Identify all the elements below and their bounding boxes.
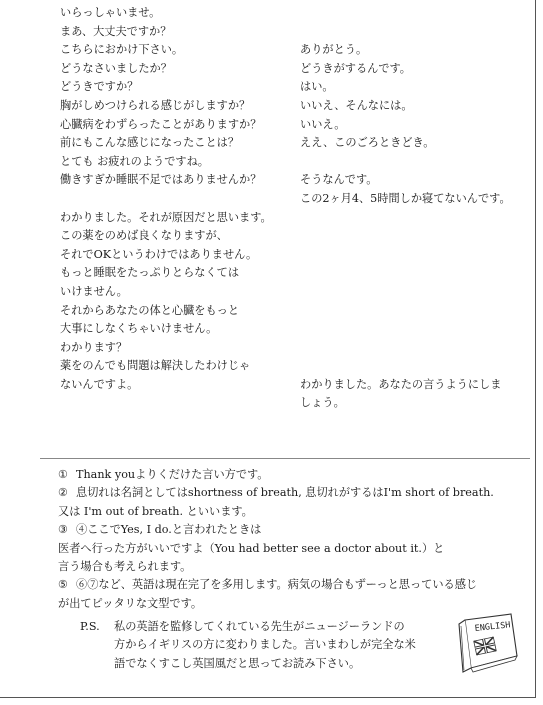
doctor-line: 薬をのんでも問題は解決したわけじゃ	[60, 359, 251, 373]
dialogue-row	[60, 41, 530, 60]
dialogue-row	[60, 227, 530, 246]
note-3	[58, 521, 528, 539]
patient-line: ええ、このごろときどき。	[300, 136, 435, 150]
dialogue-row	[60, 153, 530, 172]
dialogue-row	[60, 60, 530, 79]
english-book-icon	[451, 612, 523, 674]
note-3-indented: 医者へ行った方がいいですよ（You had better see a doctor about it.）と	[58, 541, 445, 555]
ps-line-1	[80, 618, 440, 636]
note-number: ③	[58, 523, 69, 537]
dialogue-row	[60, 171, 530, 190]
note-5-continued: が出てピッタリな文型です。	[58, 596, 203, 610]
doctor-line: わかりました。それが原因だと思います。	[60, 210, 272, 224]
doctor-line: どうきですか？	[60, 80, 139, 94]
dialogue-row	[60, 376, 530, 395]
patient-line: いいえ、そんなには。	[300, 98, 413, 112]
doctor-line: この薬をのめば良くなりますが、	[60, 229, 228, 243]
dialogue-row	[60, 394, 530, 413]
patient-line: そうなんです。	[300, 173, 378, 187]
ps-text: 私の英語を監修してくれている先生がニュージーランドの	[114, 620, 405, 633]
note-text: Thank youよりくだけた言い方です。	[76, 468, 269, 481]
note-text: ⑥⑦など、英語は現在完了を多用します。病気の場合もずーっと思っている感じ	[76, 578, 478, 592]
note-text: 息切れは名詞としてはshortness of breath, 息切れがするはI'm short of breath.	[76, 486, 494, 500]
dialogue-row	[60, 209, 530, 228]
doctor-line: いらっしゃいませ。	[60, 6, 161, 19]
dialogue-row	[60, 97, 530, 116]
dialogue-row	[60, 320, 530, 339]
doctor-line: いけません。	[60, 284, 128, 298]
note-2-continued: 又は I'm out of breath. といいます。	[58, 504, 253, 518]
dialogue-row	[60, 116, 530, 135]
doctor-line: こちらにおかけ下さい。	[60, 43, 184, 57]
doctor-line: それからあなたの体と心臓をもっと	[60, 303, 240, 317]
doctor-line: ないんですよ。	[60, 377, 139, 391]
doctor-line: とても お疲れのようですね。	[60, 154, 209, 168]
ps-label: P.S.	[80, 620, 100, 633]
note-1	[58, 466, 528, 484]
patient-line: どうきがするんです。	[300, 61, 411, 75]
note-text: ④ここでYes, I do.と言われたときは	[76, 523, 262, 537]
dialogue-row	[60, 4, 530, 23]
dialogue-row	[60, 78, 530, 97]
dialogue	[60, 4, 530, 413]
dialogue-row	[60, 283, 530, 302]
dialogue-row	[60, 264, 530, 283]
doctor-line: まあ、大丈夫ですか？	[60, 24, 172, 38]
doctor-line: もっと睡眠をたっぷりとらなくては	[60, 266, 240, 280]
patient-line: はい。	[300, 80, 334, 94]
note-number: ②	[58, 486, 69, 500]
note-3-continued: 言う場合も考えられます。	[58, 560, 192, 574]
patient-line: ありがとう。	[300, 43, 368, 57]
dialogue-row	[60, 246, 530, 265]
patient-line: しょう。	[300, 396, 345, 410]
note-number: ⑤	[58, 578, 69, 592]
dialogue-row	[60, 23, 530, 42]
dialogue-row	[60, 190, 530, 209]
notes	[58, 466, 528, 613]
dialogue-row	[60, 302, 530, 321]
dialogue-row	[60, 339, 530, 358]
doctor-line: 働きすぎか睡眠不足ではありませんか？	[60, 173, 262, 187]
doctor-line: 心臓病をわずらったことがありますか？	[60, 117, 262, 131]
doctor-line: 胸がしめつけられる感じがしますか？	[60, 98, 251, 112]
postscript	[80, 618, 440, 673]
note-number: ①	[58, 468, 69, 481]
doctor-line: 前にもこんな感じになったことは？	[60, 136, 240, 150]
patient-line: いいえ。	[300, 117, 346, 131]
dialogue-row	[60, 134, 530, 153]
doctor-line: それでOKというわけではありません。	[60, 247, 258, 261]
doctor-line: わかります？	[60, 340, 128, 354]
dialogue-row	[60, 357, 530, 376]
book-title: ENGLISH	[474, 620, 511, 634]
doctor-line: どうなさいましたか？	[60, 61, 172, 75]
patient-line: わかりました。あなたの言うようにしま	[300, 377, 502, 391]
doctor-line: 大事にしなくちゃいけません。	[60, 322, 218, 336]
patient-line: この2ヶ月4、5時間しか寝てないんです。	[300, 191, 511, 205]
note-5	[58, 576, 528, 594]
ps-line-3: 語でなくすこし英国風だと思ってお読み下さい。	[114, 656, 361, 670]
section-divider	[40, 458, 530, 459]
note-2	[58, 484, 528, 502]
ps-line-2: 方からイギリスの方に変わりました。言いまわしが完全な米	[114, 638, 416, 652]
